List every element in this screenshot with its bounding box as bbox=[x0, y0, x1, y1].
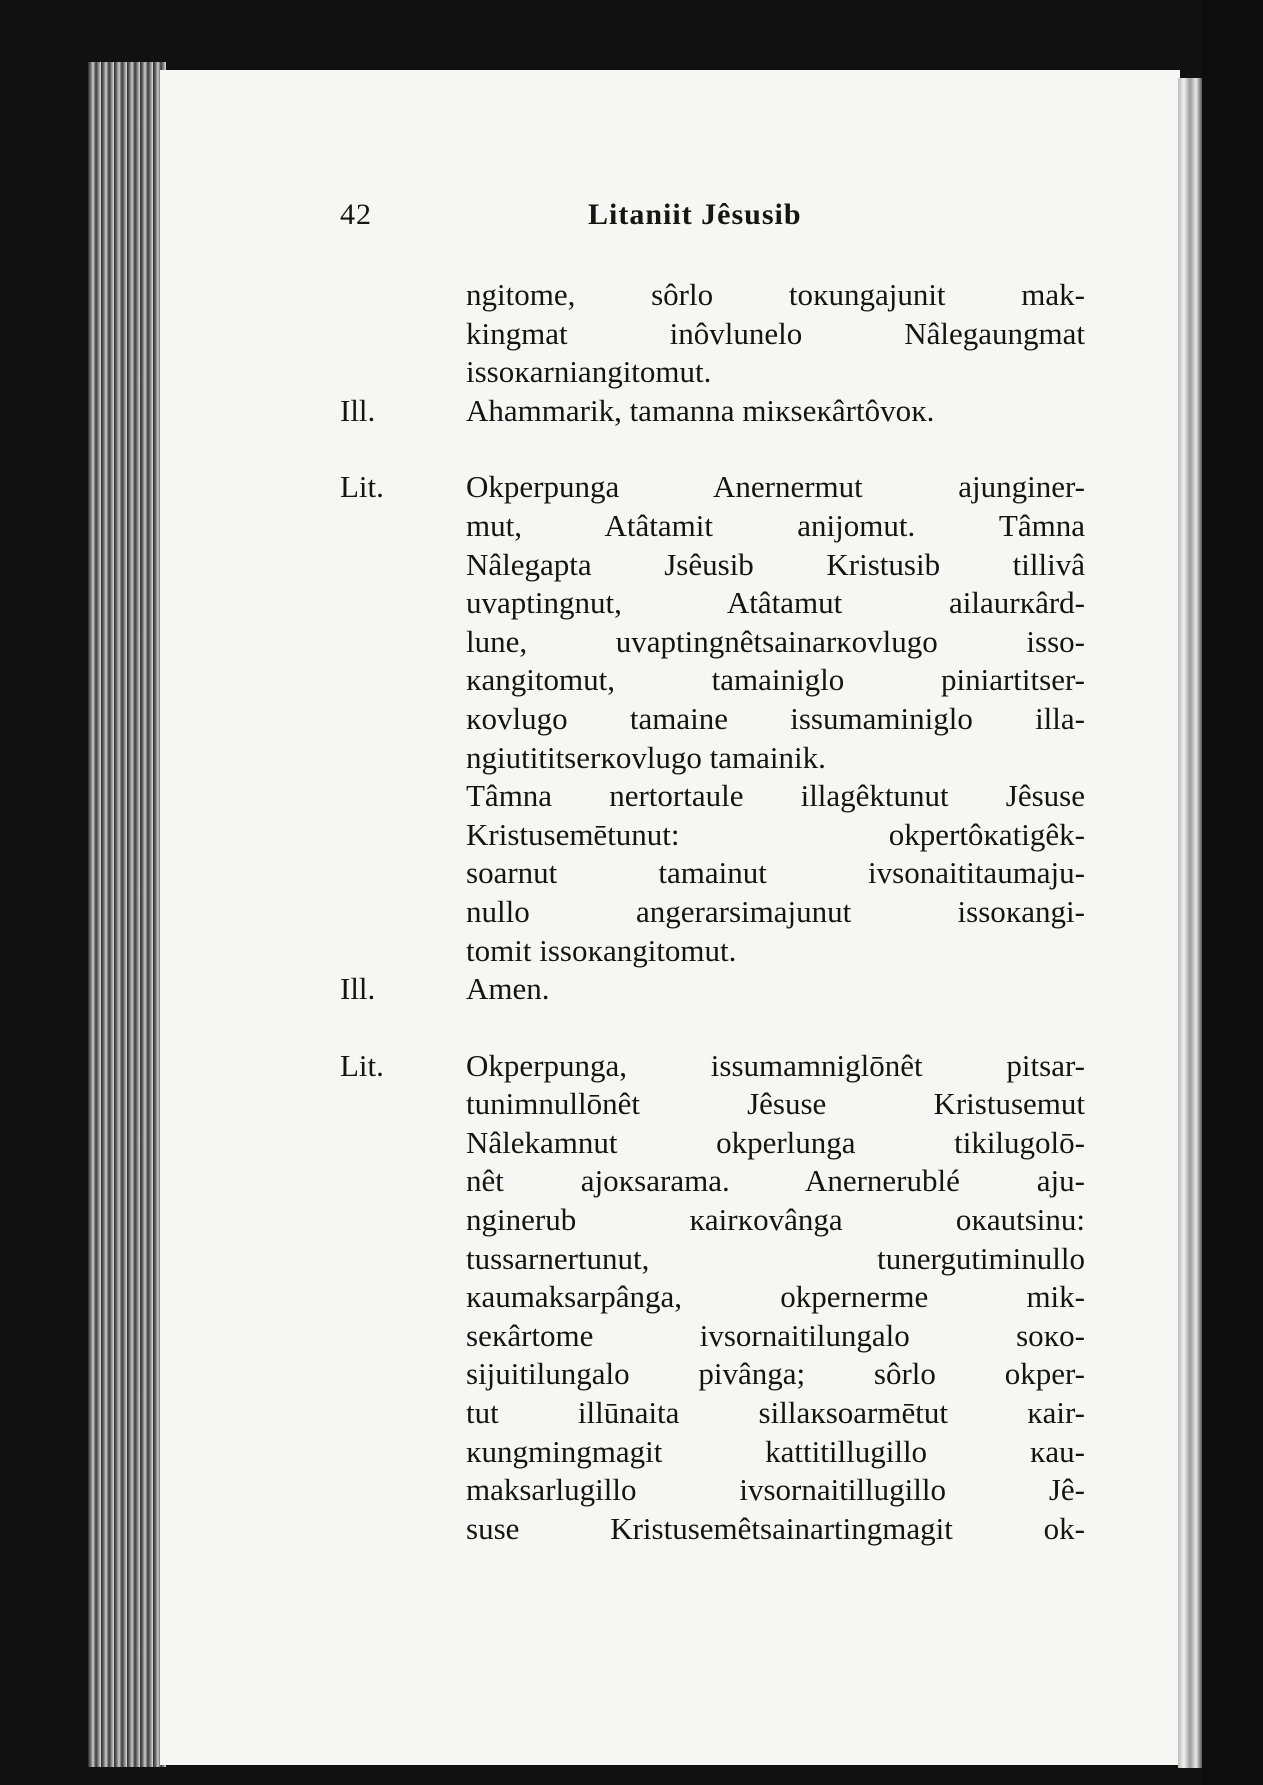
text-line: nêt ajoĸsarama. Anernerublé aju- bbox=[466, 1163, 1085, 1199]
page-number: 42 bbox=[340, 198, 372, 231]
text-line: nullo angerarsimajunut issoĸangi- bbox=[466, 893, 1085, 929]
text-line: tussarnertunut, tunergutiminullo bbox=[466, 1240, 1085, 1276]
text-line: soarnut tamainut ivsonaititaumaju- bbox=[466, 855, 1085, 891]
text-line: Okperpunga, issumamniglōnêt pitsar- bbox=[466, 1047, 1085, 1083]
text-line: Nâlekamnut okperlunga tikilugolō- bbox=[466, 1124, 1085, 1160]
text-line: uvaptingnut, Atâtamut ailaurĸârd- bbox=[466, 585, 1085, 621]
text-line: ĸungmingmagit kattitillugillo ĸau- bbox=[466, 1433, 1085, 1469]
paragraph bbox=[340, 392, 1085, 431]
text-line: Tâmna nertortaule illagêktunut Jêsuse bbox=[466, 778, 1085, 814]
text-line: mut, Atâtamit anijomut. Tâmna bbox=[466, 507, 1085, 543]
text-line: Kristusemētunut: okpertôĸatigêk- bbox=[466, 816, 1085, 852]
text-line: Amen. bbox=[466, 971, 550, 1007]
text-line: ĸovlugo tamaine issumaminiglo illa- bbox=[466, 700, 1085, 736]
book-binding bbox=[88, 62, 166, 1767]
text-line: lune, uvaptingnêtsainarĸovlugo isso- bbox=[466, 623, 1085, 659]
paragraph-text bbox=[466, 468, 1085, 777]
page-content bbox=[340, 276, 1085, 1548]
paragraph bbox=[340, 276, 1085, 392]
paragraph-text bbox=[466, 970, 1085, 1009]
paragraph bbox=[340, 1047, 1085, 1549]
text-line: kingmat inôvlunelo Nâlegaungmat bbox=[466, 315, 1085, 351]
text-line: tut illūnaita sillaĸsoarmētut ĸair- bbox=[466, 1395, 1085, 1431]
text-line: Okperpunga Anernermut ajunginer- bbox=[466, 469, 1085, 505]
page-edge bbox=[1178, 78, 1202, 1768]
paragraph bbox=[340, 777, 1085, 970]
paragraph-text bbox=[466, 1047, 1085, 1549]
text-line: sijuitilungalo pivânga; sôrlo okper- bbox=[466, 1356, 1085, 1392]
text-line: Nâlegapta Jsêusib Kristusib tillivâ bbox=[466, 546, 1085, 582]
speaker-label: Lit. bbox=[340, 1047, 384, 1083]
text-line: seĸârtome ivsornaitilungalo soĸo- bbox=[466, 1317, 1085, 1353]
speaker-label: Lit. bbox=[340, 469, 384, 505]
text-line: ĸaumaksarpânga, okpernerme mik- bbox=[466, 1279, 1085, 1315]
text-line: nginerub ĸairĸovânga oĸautsinu: bbox=[466, 1202, 1085, 1238]
speaker-label bbox=[340, 276, 466, 392]
page-header bbox=[340, 198, 1263, 238]
speaker-label: Ill. bbox=[340, 971, 376, 1007]
text-line: suse Kristusemêtsainartingmagit ok- bbox=[466, 1510, 1085, 1546]
speaker-label: Ill. bbox=[340, 392, 376, 428]
text-line: tunimnullōnêt Jêsuse Kristusemut bbox=[466, 1086, 1085, 1122]
text-line: ĸangitomut, tamainiglo piniartitser- bbox=[466, 662, 1085, 698]
running-title: Litaniit Jêsusib bbox=[588, 198, 802, 231]
text-line: issoĸarniangitomut. bbox=[466, 354, 712, 390]
paragraph-text bbox=[466, 276, 1085, 392]
text-line: Ahammarik, tamanna miĸseĸârtôvoĸ. bbox=[466, 392, 935, 428]
paragraph bbox=[340, 970, 1085, 1009]
paragraph-text bbox=[466, 777, 1085, 970]
paragraph-text bbox=[466, 392, 1085, 431]
text-line: tomit issoĸangitomut. bbox=[466, 932, 737, 968]
speaker-label bbox=[340, 777, 466, 970]
paragraph bbox=[340, 468, 1085, 777]
scan-border bbox=[1202, 0, 1263, 1785]
text-line: maksarlugillo ivsornaitillugillo Jê- bbox=[466, 1472, 1085, 1508]
text-line: ngiutititserĸovlugo tamainik. bbox=[466, 739, 826, 775]
text-line: ngitome, sôrlo toĸungajunit mak- bbox=[466, 277, 1085, 312]
